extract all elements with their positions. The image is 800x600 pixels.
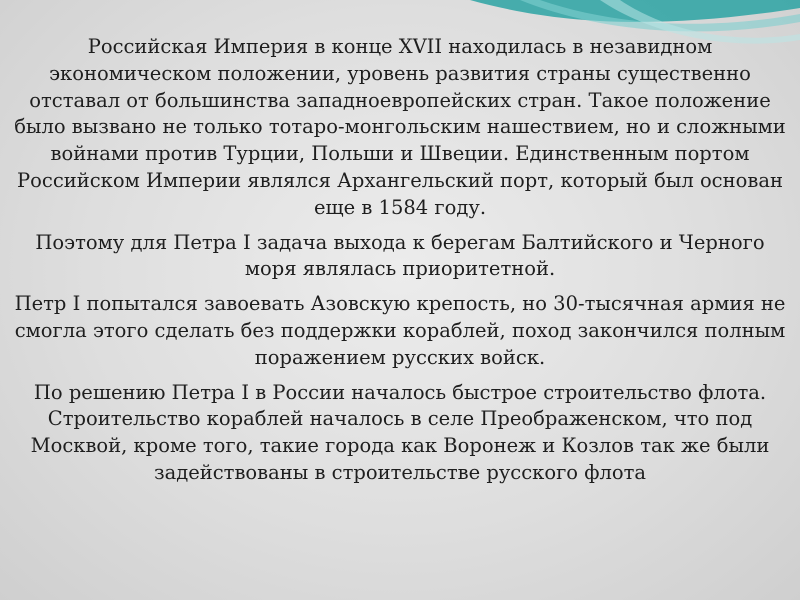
paragraph-azov: Петр I попытался завоевать Азовскую крепость, но 30-тысячная армия не смогла этого сделать без поддержки кораблей, поход закончился полным поражением русских войск. [14, 292, 786, 369]
paragraph-sea-access: Поэтому для Петра I задача выхода к берегам Балтийского и Черного моря являлась приоритетной. [35, 230, 765, 281]
paragraph-economy: Российская Империя в конце XVII находилась в незавидном экономическом положении, уровень развития страны существенно отставал от большинства западноевропейских стран. Такое положение было вызвано не только тотаро-монгольским нашествием, но и сложными войнами против Турции, Польши и Швеции. Единственным портом Российском Империи являлся Архангельский порт, который был основан еще в 1584 году. [14, 35, 786, 219]
paragraph-fleet: По решению Петра I в России началось быстрое строительство флота. Строительство кораблей началось в селе Преображенском, что под Москвой, кроме того, такие города как Воронеж и Козлов так же были задействованы в строительстве русского флота [30, 380, 770, 484]
slide-body [8, 34, 792, 495]
